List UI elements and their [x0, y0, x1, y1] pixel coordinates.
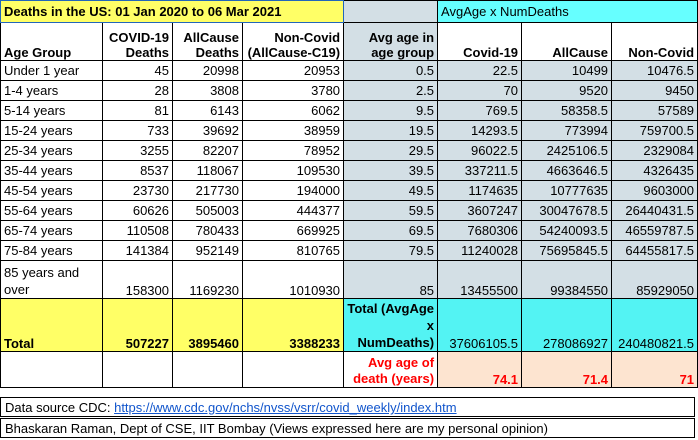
product-covid-cell[interactable]: 769.5 [438, 101, 522, 121]
table-row [1, 261, 698, 299]
noncovid-deaths-cell[interactable]: 194000 [243, 181, 344, 201]
age-group-cell[interactable]: 55-64 years [1, 201, 103, 221]
covid-deaths-cell[interactable]: 8537 [103, 161, 173, 181]
table-row [1, 101, 698, 121]
age-group-cell[interactable]: 15-24 years [1, 121, 103, 141]
empty-cell[interactable] [243, 352, 344, 388]
product-allcause-cell[interactable]: 58358.5 [522, 101, 612, 121]
product-allcause-cell[interactable]: 10777635 [522, 181, 612, 201]
total-allcause-deaths[interactable]: 3895460 [173, 299, 243, 352]
empty-cell[interactable] [1, 352, 103, 388]
noncovid-deaths-cell[interactable]: 1010930 [243, 261, 344, 299]
total-noncovid-deaths[interactable]: 3388233 [243, 299, 344, 352]
covid-deaths-cell[interactable]: 3255 [103, 141, 173, 161]
noncovid-deaths-cell[interactable]: 810765 [243, 241, 344, 261]
age-group-cell[interactable]: 35-44 years [1, 161, 103, 181]
noncovid-deaths-cell[interactable]: 78952 [243, 141, 344, 161]
age-group-cell[interactable]: 65-74 years [1, 221, 103, 241]
table-row [1, 241, 698, 261]
empty-cell[interactable] [173, 352, 243, 388]
total-product-label[interactable]: Total (AvgAge x NumDeaths) [344, 299, 438, 352]
product-noncovid-cell[interactable]: 10476.5 [612, 61, 698, 81]
sheet-title-cell[interactable]: Deaths in the US: 01 Jan 2020 to 06 Mar 2021 [1, 1, 344, 23]
credit-footer [0, 418, 695, 438]
covid-deaths-cell[interactable]: 81 [103, 101, 173, 121]
product-section-title[interactable]: AvgAge x NumDeaths [438, 1, 698, 23]
noncovid-deaths-cell[interactable]: 6062 [243, 101, 344, 121]
allcause-deaths-cell[interactable]: 3808 [173, 81, 243, 101]
allcause-deaths-cell[interactable]: 780433 [173, 221, 243, 241]
noncovid-deaths-cell[interactable]: 669925 [243, 221, 344, 241]
product-noncovid-cell[interactable]: 26440431.5 [612, 201, 698, 221]
total-covid-deaths[interactable]: 507227 [103, 299, 173, 352]
covid-deaths-cell[interactable]: 23730 [103, 181, 173, 201]
avg-death-allcause[interactable]: 71.4 [522, 352, 612, 388]
product-noncovid-cell[interactable]: 2329084 [612, 141, 698, 161]
product-covid-cell[interactable]: 22.5 [438, 61, 522, 81]
data-source-label: Data source CDC: [5, 400, 115, 415]
product-covid-cell[interactable]: 3607247 [438, 201, 522, 221]
total-product-allcause[interactable]: 278086927 [522, 299, 612, 352]
product-allcause-cell[interactable]: 99384550 [522, 261, 612, 299]
empty-cell[interactable] [344, 1, 438, 23]
allcause-deaths-cell[interactable]: 82207 [173, 141, 243, 161]
noncovid-deaths-cell[interactable]: 20953 [243, 61, 344, 81]
covid-deaths-cell[interactable]: 110508 [103, 221, 173, 241]
allcause-deaths-cell[interactable]: 20998 [173, 61, 243, 81]
product-noncovid-cell[interactable]: 64455817.5 [612, 241, 698, 261]
age-group-cell[interactable]: 1-4 years [1, 81, 103, 101]
noncovid-deaths-cell[interactable]: 109530 [243, 161, 344, 181]
table-row [1, 121, 698, 141]
header-noncovid[interactable]: Non-Covid (AllCause-C19) [243, 23, 344, 61]
table-row [1, 81, 698, 101]
avg-death-noncovid[interactable]: 71 [612, 352, 698, 388]
product-covid-cell[interactable]: 70 [438, 81, 522, 101]
header-age-group[interactable]: Age Group [1, 23, 103, 61]
product-covid-cell[interactable]: 14293.5 [438, 121, 522, 141]
allcause-deaths-cell[interactable]: 6143 [173, 101, 243, 121]
table-row [1, 221, 698, 241]
age-group-cell[interactable]: 25-34 years [1, 141, 103, 161]
avg-age-cell[interactable]: 39.5 [344, 161, 438, 181]
product-noncovid-cell[interactable]: 4326435 [612, 161, 698, 181]
table-row [1, 61, 698, 81]
avg-age-cell[interactable]: 79.5 [344, 241, 438, 261]
data-source-footer [0, 397, 695, 417]
product-noncovid-cell[interactable]: 46559787.5 [612, 221, 698, 241]
empty-cell[interactable] [103, 352, 173, 388]
product-allcause-cell[interactable]: 30047678.5 [522, 201, 612, 221]
covid-deaths-cell[interactable]: 60626 [103, 201, 173, 221]
product-covid-cell[interactable]: 337211.5 [438, 161, 522, 181]
header-product-noncovid[interactable]: Non-Covid [612, 23, 698, 61]
product-covid-cell[interactable]: 13455500 [438, 261, 522, 299]
covid-deaths-cell[interactable]: 141384 [103, 241, 173, 261]
product-noncovid-cell[interactable]: 9603000 [612, 181, 698, 201]
covid-deaths-cell[interactable]: 45 [103, 61, 173, 81]
product-noncovid-cell[interactable]: 759700.5 [612, 121, 698, 141]
product-allcause-cell[interactable]: 773994 [522, 121, 612, 141]
product-allcause-cell[interactable]: 54240093.5 [522, 221, 612, 241]
avg-age-cell[interactable]: 19.5 [344, 121, 438, 141]
avg-age-cell[interactable]: 85 [344, 261, 438, 299]
product-covid-cell[interactable]: 7680306 [438, 221, 522, 241]
avg-age-cell[interactable]: 49.5 [344, 181, 438, 201]
age-group-cell[interactable]: 75-84 years [1, 241, 103, 261]
product-covid-cell[interactable]: 96022.5 [438, 141, 522, 161]
covid-deaths-cell[interactable]: 158300 [103, 261, 173, 299]
age-group-cell[interactable]: 85 years and over [1, 261, 103, 299]
product-allcause-cell[interactable]: 2425106.5 [522, 141, 612, 161]
table-row [1, 201, 698, 221]
avg-death-label[interactable]: Avg age of death (years) [344, 352, 438, 388]
product-covid-cell[interactable]: 1174635 [438, 181, 522, 201]
avg-age-cell[interactable]: 9.5 [344, 101, 438, 121]
product-allcause-cell[interactable]: 9520 [522, 81, 612, 101]
product-noncovid-cell[interactable]: 57589 [612, 101, 698, 121]
noncovid-deaths-cell[interactable]: 444377 [243, 201, 344, 221]
product-allcause-cell[interactable]: 75695845.5 [522, 241, 612, 261]
table-row [1, 181, 698, 201]
total-label[interactable]: Total [1, 299, 103, 352]
age-group-cell[interactable]: 45-54 years [1, 181, 103, 201]
age-group-cell[interactable]: Under 1 year [1, 61, 103, 81]
credit-text: Bhaskaran Raman, Dept of CSE, IIT Bombay (Views expressed here are my personal opinion) [5, 421, 548, 436]
cdc-source-link[interactable]: https://www.cdc.gov/nchs/nvss/vsrr/covid_weekly/index.htm [114, 400, 457, 415]
allcause-deaths-cell[interactable]: 217730 [173, 181, 243, 201]
product-allcause-cell[interactable]: 4663646.5 [522, 161, 612, 181]
allcause-deaths-cell[interactable]: 118067 [173, 161, 243, 181]
total-row [1, 299, 698, 352]
product-covid-cell[interactable]: 11240028 [438, 241, 522, 261]
allcause-deaths-cell[interactable]: 505003 [173, 201, 243, 221]
header-avg-age[interactable]: Avg age in age group [344, 23, 438, 61]
header-product-covid19[interactable]: Covid-19 [438, 23, 522, 61]
avg-age-cell[interactable]: 29.5 [344, 141, 438, 161]
allcause-deaths-cell[interactable]: 39692 [173, 121, 243, 141]
noncovid-deaths-cell[interactable]: 3780 [243, 81, 344, 101]
total-product-covid[interactable]: 37606105.5 [438, 299, 522, 352]
header-allcause-deaths[interactable]: AllCause Deaths [173, 23, 243, 61]
allcause-deaths-cell[interactable]: 1169230 [173, 261, 243, 299]
table-row [1, 141, 698, 161]
avg-death-row [1, 352, 698, 388]
allcause-deaths-cell[interactable]: 952149 [173, 241, 243, 261]
avg-age-cell[interactable]: 69.5 [344, 221, 438, 241]
product-noncovid-cell[interactable]: 9450 [612, 81, 698, 101]
total-product-noncovid[interactable]: 240480821.5 [612, 299, 698, 352]
avg-age-cell[interactable]: 2.5 [344, 81, 438, 101]
avg-death-covid[interactable]: 74.1 [438, 352, 522, 388]
table-row [1, 161, 698, 181]
covid-deaths-cell[interactable]: 28 [103, 81, 173, 101]
noncovid-deaths-cell[interactable]: 38959 [243, 121, 344, 141]
product-allcause-cell[interactable]: 10499 [522, 61, 612, 81]
avg-age-cell[interactable]: 0.5 [344, 61, 438, 81]
avg-age-cell[interactable]: 59.5 [344, 201, 438, 221]
age-group-cell[interactable]: 5-14 years [1, 101, 103, 121]
header-product-allcause[interactable]: AllCause [522, 23, 612, 61]
header-covid-deaths[interactable]: COVID-19 Deaths [103, 23, 173, 61]
product-noncovid-cell[interactable]: 85929050 [612, 261, 698, 299]
covid-deaths-cell[interactable]: 733 [103, 121, 173, 141]
